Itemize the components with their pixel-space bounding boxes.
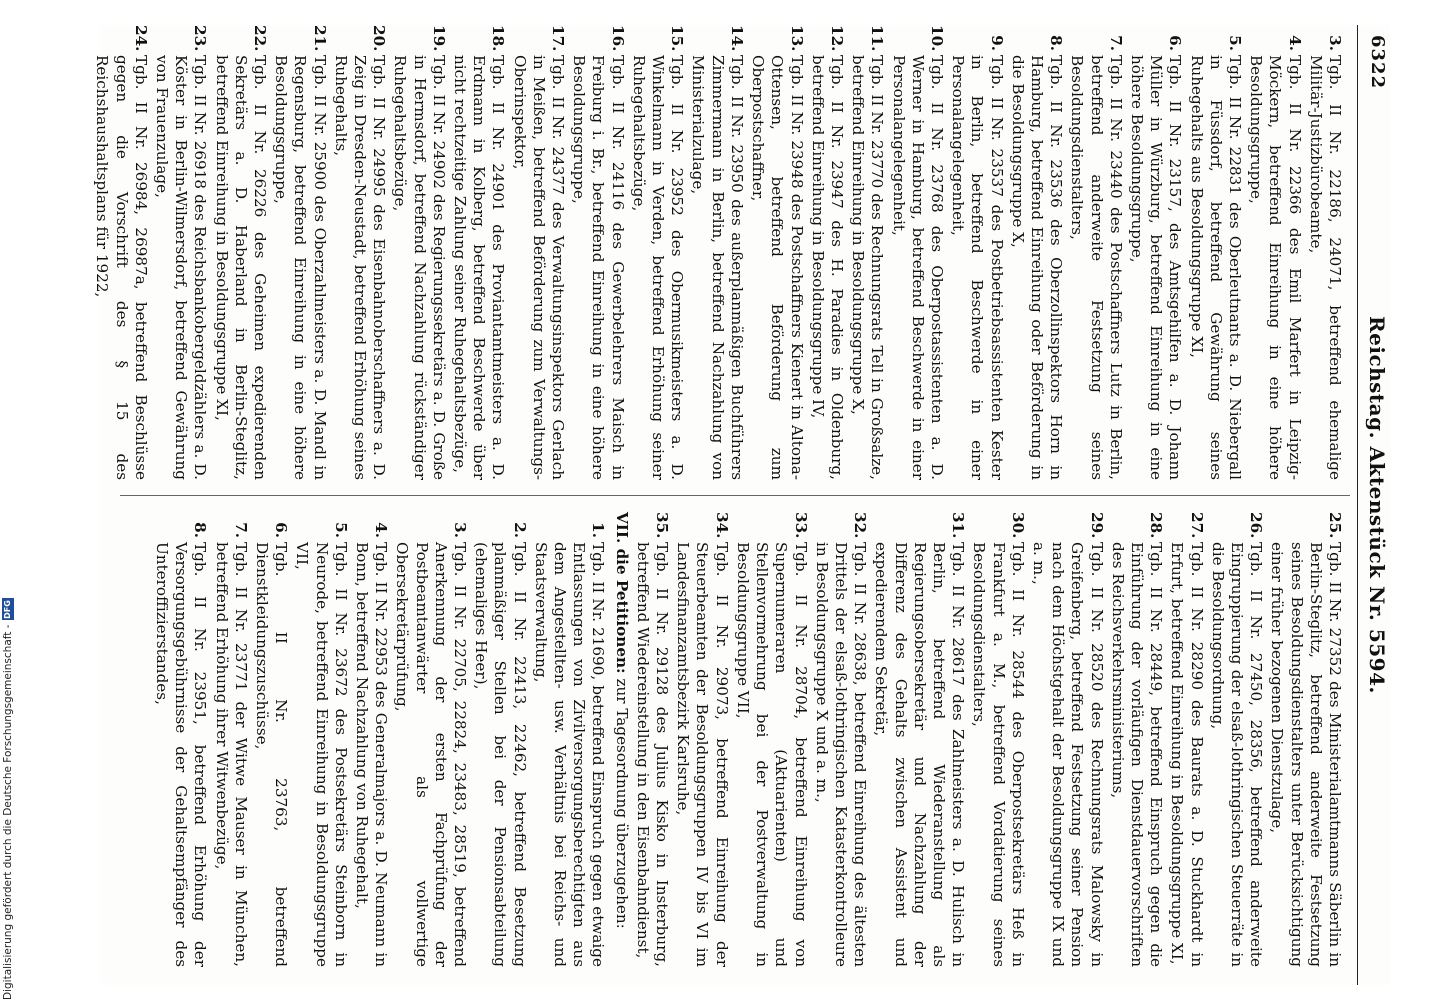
list-item (252, 512, 290, 967)
item-text: Tgb. II Nr. 23768 des Oberpostassistenten a. D. Werner in Hamburg, betreffend Beschwerde in einer Personalangelegenheit, (889, 55, 946, 480)
list-item (948, 25, 1006, 480)
item-number: 4. (372, 522, 391, 538)
item-number: 8. (1047, 35, 1066, 51)
item-number: 7. (1106, 35, 1125, 51)
item-text: Tgb. II Nr. 22705, 22824, 23483, 28519, betreffend Anerkennung der ersten Fachprüfung der Postbeamtanwärter als vollwertige Obersekretärprüfung, (393, 542, 470, 967)
item-text: Tgb. II Nr. 22366 des Emil Marfert in Leipzig-Möckern, betreffend Einreihung in eine höhere Besoldungsgruppe, (1247, 55, 1304, 480)
list-item (92, 25, 150, 480)
item-text: Tgb. II Nr. 28449, betreffend Einspruch gegen die Einführung der vorläufigen Dienstdauervorschriften des Reichsverkehrsministeriums, (1108, 542, 1166, 967)
item-text: Tgb. II Nr. 28544 des Oberpostsekretärs Heß in Frankfurt a. M., betreffend Vordatierung seines Besoldungsdienstalters, (970, 542, 1027, 967)
list-item (1108, 512, 1166, 967)
item-text: Tgb. II Nr. 23771 der Witwe Mauser in München, betreffend Erhöhung ihrer Witwenbezüge, (212, 542, 250, 967)
item-text: Tgb. II Nr. 23537 des Postbetriebsassistenten Kester in Berlin, betreffend Beschwerde in einer Personalangelegenheit, (949, 55, 1006, 480)
item-number: 35. (653, 512, 672, 539)
item-text: Tgb. II Nr. 24116 des Gewerbelehrers Maisch in Freiburg i. Br., betreffend Einreihung in eine höhere Besoldungsgruppe, (570, 55, 627, 480)
item-number: 29. (1087, 512, 1106, 539)
section-intro: VII. die Petitionen: (612, 512, 631, 674)
item-text: Tgb. II Nr. 24995 des Eisenbahnoberschaffners a. D. Zeig in Dresden-Neustadt, betreffend Erhöhung seines Ruhegehalts, (331, 55, 389, 480)
list-item (1208, 512, 1266, 967)
list-item (1127, 25, 1185, 480)
item-text: Tgb. II Nr. 21690, betreffend Einspruch gegen etwaige Entlassungen von Zivilversorgungsberechtigten aus dem Angestellten- usw. Verhältnis bei Reichs- und Staatsverwaltung, (531, 542, 608, 967)
item-text: Tgb. II Nr. 23948 des Postschaffners Kienert in Altona-Ottensen, betreffend Beförderung zum Oberpostschaffner, (749, 55, 806, 480)
list-item (808, 25, 846, 480)
item-number: 9. (987, 35, 1006, 51)
digitization-credit (2, 598, 14, 1000)
list-item (152, 512, 210, 967)
document-page (93, 25, 1390, 985)
item-text: Tgb. II Nr. 23763, betreffend Dienstkleidungszuschüsse, (253, 542, 291, 967)
item-text: Tgb. II Nr. 26984, 26987a, betreffend Beschlüsse gegen die Vorschrift des § 15 des Reichshaushaltsplans für 1922, (93, 55, 150, 480)
list-item (871, 512, 967, 967)
right-column (114, 512, 1344, 967)
list-item (331, 25, 389, 480)
dfg-logo: DFG (3, 600, 12, 619)
list-item (812, 512, 870, 967)
list-item (450, 25, 508, 480)
list-item (271, 25, 329, 480)
list-item (848, 25, 886, 480)
item-number: 3. (1326, 35, 1344, 51)
petition-list-right (633, 512, 1344, 967)
item-text: Tgb. II Nr. 23952 des Obermusikmeisters a. D. Winkelmann in Verden, betreffend Erhöhung seiner Ruhegehaltsbezüge, (629, 55, 687, 480)
item-number: 19. (429, 25, 448, 52)
list-item (1267, 512, 1344, 967)
petition-list-left (92, 25, 1344, 480)
item-number: 10. (927, 25, 946, 52)
list-item (629, 25, 687, 480)
list-item (633, 512, 671, 967)
item-text: Tgb. II Nr. 29073, betreffend Einreihung der Steuerbeamten der Besoldungsgruppen IV bis VI im Landesfinanzamtsbezirk Karlsruhe, (674, 542, 731, 967)
item-number: 13. (787, 25, 806, 52)
list-item (1008, 25, 1066, 480)
list-item (531, 512, 608, 967)
item-number: 22. (251, 25, 270, 52)
section-heading (611, 512, 630, 967)
list-item (292, 512, 350, 967)
list-item (392, 512, 469, 967)
item-text: Tgb. II Nr. 22413, 22462, betreffend Besetzung planmäßiger Stellen bei der Pensionsabteilung (ehemaliges Heer), (472, 542, 529, 967)
item-number: 5. (331, 522, 350, 538)
item-text: Tgb. II Nr. 23157, des Amtsgehilfen a. D. Johann Müller in Würzburg, betreffend Einreihung in eine höhere Besoldungsgruppe, (1127, 55, 1185, 480)
item-number: 14. (727, 25, 746, 52)
list-item (509, 25, 567, 480)
item-text: Tgb. II Nr. 22831 des Oberleutnants a. D. Niebergall in Füssdorf, betreffend Gewährung seines Ruhegehalts aus Besoldungsgruppe XI, (1187, 55, 1244, 480)
item-number: 32. (851, 512, 870, 539)
list-item (1067, 25, 1125, 480)
item-number: 26. (1247, 512, 1266, 539)
item-text: Tgb. II Nr. 28704, betreffend Einreihung von Supernumeraren (Aktuarienten) und Stellenvormehrung bei der Postverwaltung in Besoldungsgruppe VII, (733, 542, 810, 967)
item-text: Tgb. II Nr. 26918 des Reichsbankobergeldzählers a. D. Köster in Berlin-Wilmersdorf, betreffend Gewährung von Frauenzulage, (153, 55, 210, 480)
list-item (1167, 512, 1205, 967)
item-text: Tgb. II Nr. 27352 des Ministerialamtmanns Säberlin in Berlin-Steglitz, betreffend anderweite Festsetzung seines Besoldungsdienstalters unter Berücksichtigung einer früher bezogenen Dienstzulage, (1268, 542, 1344, 967)
item-number: 18. (489, 25, 508, 52)
list-item (211, 25, 269, 480)
credit-text: Digitalisierung gefördert durch die Deutsche Forschungsgemeinschaft - (2, 624, 14, 1000)
item-number: 8. (191, 522, 210, 538)
item-text: Tgb. II Nr. 23951, betreffend Erhöhung der Versorgungsgebührnisse der Gehaltsempfänger des Unteroffizierstandes, (153, 542, 210, 967)
item-number: 3. (451, 522, 470, 538)
item-text: Tgb. II Nr. 26226 des Geheimen expedierenden Sekretärs a. D. Haberland in Berlin-Steglitz, betreffend Einreihung in Besoldungsgruppe XI, (212, 55, 270, 480)
list-item (1246, 25, 1304, 480)
page-title: Reichstag. Aktenstück Nr. 5594. (1365, 316, 1389, 694)
list-item (673, 512, 731, 967)
item-number: 16. (608, 25, 627, 52)
item-text: Tgb. II Nr. 25900 des Oberzahlmeisters a. D. Mandl in Regensburg, betreffend Einreihung in eine höhere Besoldungsgruppe, (272, 55, 329, 480)
item-number: 30. (1008, 512, 1027, 539)
item-text: Tgb. II Nr. 27450, 28356, betreffend anderweite Eingruppierung der elsaß-lothringischen Steuerräte in die Besoldungsordnung, (1208, 542, 1266, 967)
item-text: Tgb. II Nr. 23440 des Postschaffners Lutz in Berlin, betreffend anderweite Festsetzung seines Besoldungsdienstalters, (1068, 55, 1125, 480)
item-text: Tgb. II Nr. 24901 des Proviantamtmeisters a. D. Erdmann in Kolberg, betreffend Beschwerde über nicht rechtzeitige Zahlung seiner Ruhegehaltsbezüge, (451, 55, 508, 480)
left-column (93, 25, 1344, 480)
list-item (390, 25, 448, 480)
item-number: 2. (510, 522, 529, 538)
item-text: Tgb. II Nr. 29128 des Julius Kisko in Insterburg, betreffend Wiedereinstellung in den Eisenbahndienst, (633, 542, 672, 967)
list-item (1306, 25, 1344, 480)
item-number: 25. (1326, 512, 1344, 539)
item-number: 27. (1187, 512, 1206, 539)
item-text: Tgb. II Nr. 28520 des Rechnungsrats Malowsky in Greifenberg, betreffend Festsetzung seiner Pension nach dem Höchstgehalt der Besoldungsgruppe IX und a. m., (1029, 542, 1106, 967)
item-number: 31. (949, 512, 968, 539)
item-number: 6. (1166, 35, 1185, 51)
list-item (1029, 512, 1106, 967)
item-text: Tgb. II Nr. 28638, betreffend Einreihung des ältesten Drittels der elsaß-lothringischen Katasterkontrolleure in Besoldungsgruppe X und a. m., (812, 542, 870, 967)
item-text: Tgb. II Nr. 23770 des Rechnungsrats Tell in Großsalze, betreffend Einreihung in Besoldungsgruppe X, (849, 55, 887, 480)
item-text: Tgb. II Nr. 24902 des Regierungssekretärs a. D. Große in Hermsdorf, betreffend Nachzahlung rückständiger Ruhegehaltsbezüge, (391, 55, 448, 480)
item-number: 15. (668, 25, 687, 52)
list-item (211, 512, 249, 967)
page-number: 6322 (1367, 35, 1388, 90)
item-number: 34. (712, 512, 731, 539)
list-item (733, 512, 810, 967)
item-number: 17. (549, 25, 568, 52)
item-number: 4. (1285, 35, 1304, 51)
list-item (1186, 25, 1244, 480)
item-number: 28. (1147, 512, 1166, 539)
item-text: Tgb. II Nr. 22953 des Generalmajors a. D. Neumann in Bonn, betreffend Nachzahlung von Ruhegehalt, (353, 542, 391, 967)
list-item (888, 25, 946, 480)
item-number: 5. (1225, 35, 1244, 51)
list-item (688, 25, 746, 480)
item-text: Tgb. II Nr. 23950 des außerplanmäßigen Buchführers Zimmermann in Berlin, betreffend Nachzahlung von Ministerialzulage, (689, 55, 746, 480)
list-item (352, 512, 390, 967)
item-number: 20. (370, 25, 389, 52)
item-text: Tgb. II Nr. 24377 des Verwaltungsinspektors Gerlach in Meißen, betreffend Beförderung zum Verwaltungs-Oberinspektor, (510, 55, 568, 480)
list-item (152, 25, 210, 480)
list-item (969, 512, 1027, 967)
item-number: 24. (131, 25, 150, 52)
list-item (748, 25, 806, 480)
item-number: 21. (310, 25, 329, 52)
item-number: 12. (827, 25, 846, 52)
section-suffix: zur Tagesordnung überzugehen: (612, 678, 631, 929)
item-text: Tgb. II Nr. 23536 des Oberzollinspektors Horn in Hamburg, betreffend Einreihung oder Beförderung in die Besoldungsgruppe X, (1008, 55, 1066, 480)
item-number: 23. (191, 25, 210, 52)
item-number: 11. (868, 25, 887, 52)
item-text: Tgb. II Nr. 23947 des H. Paradies in Oldenburg, betreffend Einreihung in Besoldungsgruppe IV, (808, 55, 846, 480)
item-number: 7. (231, 522, 250, 538)
item-number: 6. (272, 522, 291, 538)
column-divider (120, 495, 1350, 496)
item-number: 1. (589, 522, 608, 538)
petition-list-vii (152, 512, 608, 967)
item-number: 33. (791, 512, 810, 539)
item-text: Tgb. II Nr. 23672 des Postsekretärs Steinborn in Neurode, betreffend Einreihung in Besoldungsgruppe VII, (293, 542, 350, 967)
list-item (569, 25, 627, 480)
item-text: Tgb. II Nr. 28617 des Zahlmeisters a. D. Hulisch in Berlin, betreffend Wiederanstellung als Regierungsobersekretär und Nachzahlung der Differenz des Gehalts zwischen Assistent und expedierendem Sekretär, (872, 542, 968, 967)
running-head (1357, 25, 1390, 985)
item-text: Tgb. II Nr. 22186, 24071, betreffend ehemalige Militär-Justizbürobeamte, (1306, 55, 1344, 480)
item-text: Tgb. II Nr. 28290 des Baurats a. D. Stuckhardt in Erfurt, betreffend Einreihung in Besoldungsgruppe XI, (1168, 542, 1206, 967)
list-item (471, 512, 529, 967)
